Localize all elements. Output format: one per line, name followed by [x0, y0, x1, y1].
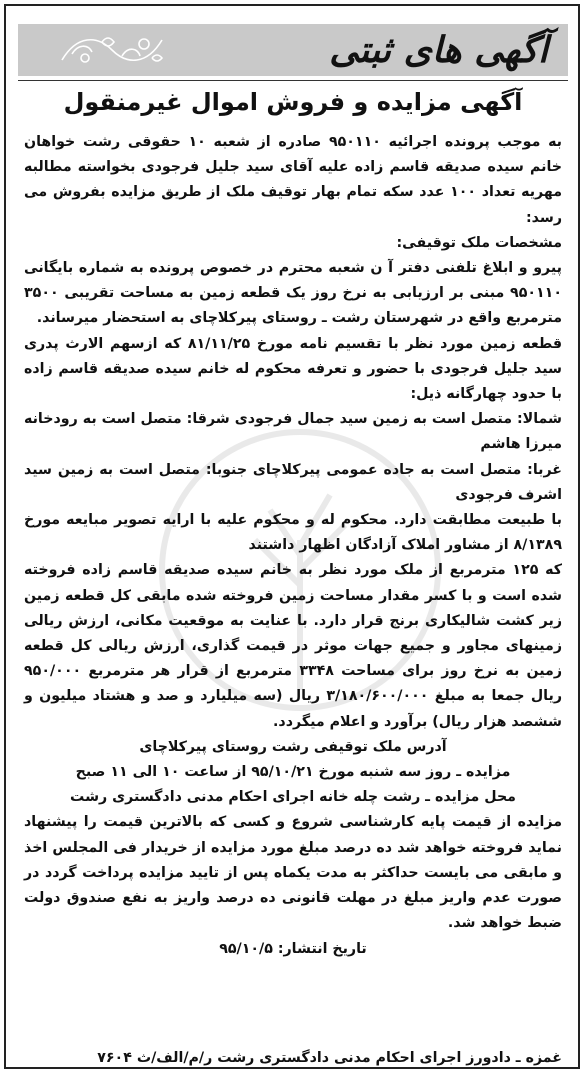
header-divider — [18, 80, 568, 81]
notice-paragraph: مزایده از قیمت پایه کارشناسی شروع و کسی که بالاترین قیمت را پیشنهاد نماید فروخته خواهد شد ده درصد مبلغ مورد مزایده از خریدار فی المجلس اخذ و مابقی می بایست حداکثر به مدت یکماه پس از تایید مزایده پرداخت گردد در صورت عدم واریز مبلغ در مهلت قانونی ده درصد واریز به نفع صندوق دولت ضبط خواهد شد. — [24, 814, 562, 932]
section-brand: آگهی های ثبتی — [329, 29, 548, 71]
notice-paragraph: که ۱۲۵ مترمربع از ملک مورد نظر به خانم سیده صدیقه قاسم زاده فروخته شده است و با کسر مقدار مساحت زمین فروخته شده مابقی کل قطعه زمین زیر کشت شالیکاری برنج قرار دارد. با عنایت به موقعیت مکانی، ارزش ریالی زمینهای مجاور و جمیع جهات موثر در قیمت گذاری، ارزش ریالی کل قطعه زمین به نرخ روز برای مساحت ۳۳۴۸ مترمربع از قرار هر مترمربع ۹۵۰/۰۰۰ ریال جمعا به مبلغ ۳/۱۸۰/۶۰۰/۰۰۰ ریال (سه میلیارد و صد و هشتاد میلیون و ششصد هزار ریال) برآورد و اعلام میگردد. — [24, 562, 563, 730]
notice-paragraph: پیرو و ابلاغ تلفنی دفتر آ ن شعبه محترم در خصوص پرونده به شماره بایگانی ۹۵۰۱۱۰ مبنی بر ارزیابی به نرخ روز یک قطعه زمین به مساحت تقریبی ۳۵۰۰ مترمربع واقع در شهرستان رشت ـ روستای پیرکلاچای به استحضار میرساند. — [24, 260, 562, 327]
notice-body — [24, 130, 562, 962]
notice-paragraph: با طبیعت مطابقت دارد. محکوم له و محکوم علیه با ارایه تصویر مبایعه مورخ ۸/۱۳۸۹ از مشاور املاک آزادگان اظهار داشتند — [24, 512, 562, 554]
notice-paragraph: قطعه زمین مورد نظر با تقسیم نامه مورخ ۸۱/۱۱/۲۵ که ازسهم الارث پدری سید جلیل فرجودی با حضور و تعرفه محکوم له خانم سیده صدیقه قاسم زاده با حدود چهارگانه ذیل: — [24, 335, 562, 403]
notice-paragraph: به موجب پرونده اجرائیه ۹۵۰۱۱۰ صادره از شعبه ۱۰ حقوقی رشت خواهان خانم سیده صدیقه قاسم زاده علیه آقای سید جلیل فرجودی بخواسته مطالبه مهریه تعداد ۱۰۰ عدد سکه تمام بهار توقیف ملک از طریق مزایده بفروش می رسد: — [24, 134, 562, 226]
floral-ornament-icon — [52, 30, 172, 70]
notice-paragraph: غربا: متصل است به جاده عمومی پیرکلاچای جنوبا: متصل است به زمین سید اشرف فرجودی — [24, 461, 562, 503]
notice-address: آدرس ملک توقیفی رشت روستای پیرکلاچای — [139, 738, 447, 755]
notice-auction-time: مزایده ـ روز سه شنبه مورخ ۹۵/۱۰/۲۱ از ساعت ۱۰ الی ۱۱ صبح — [75, 764, 511, 781]
notice-paragraph: شمالا: متصل است به زمین سید جمال فرجودی شرقا: متصل است به رودخانه میرزا هاشم — [24, 411, 562, 453]
notice-auction-place: محل مزایده ـ رشت چله خانه اجرای احکام مدنی دادگستری رشت — [70, 789, 516, 806]
publish-date: تاریخ انتشار: ۹۵/۱۰/۵ — [219, 940, 367, 957]
notice-subheading: مشخصات ملک توقیفی: — [396, 234, 562, 251]
notice-signature: غمزه ـ دادورز اجرای احکام مدنی دادگستری رشت ر/م/الف/ث ۷۶۰۴ — [97, 1050, 562, 1066]
notice-title: آگهی مزایده و فروش اموال غیرمنقول — [63, 88, 523, 116]
